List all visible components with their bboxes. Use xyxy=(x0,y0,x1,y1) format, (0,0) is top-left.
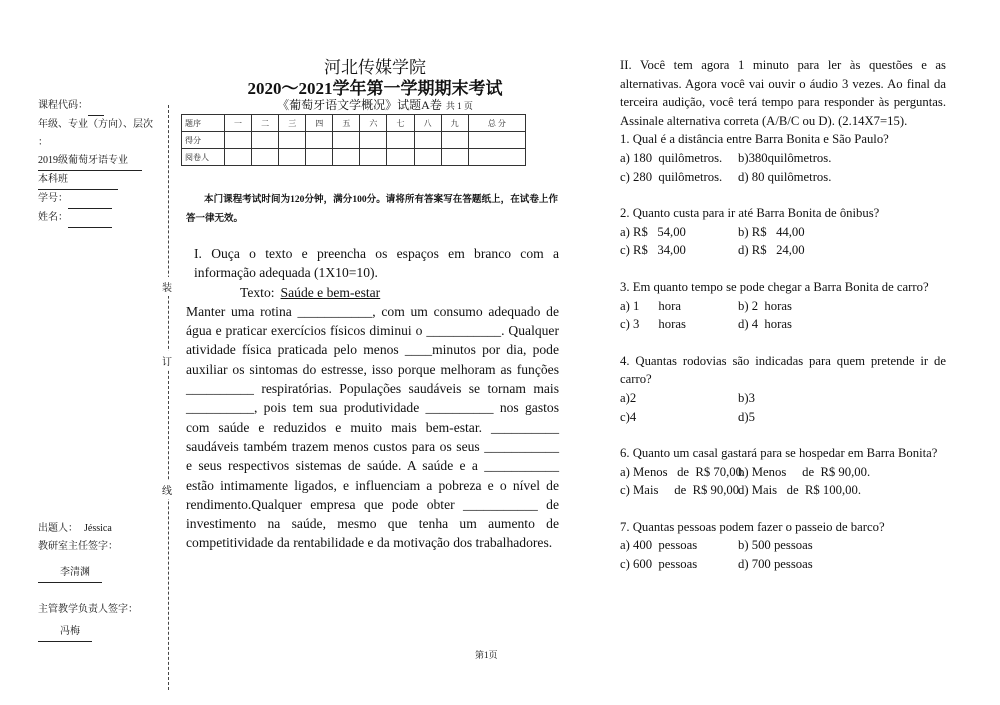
question-item xyxy=(620,204,946,260)
answer-option[interactable]: c) R$ 34,00 xyxy=(620,243,686,258)
option-row xyxy=(620,168,946,187)
grade-value: 2019级葡萄牙语专业 xyxy=(38,152,142,171)
option-row xyxy=(620,241,946,260)
grade-colon: ： xyxy=(38,137,48,148)
course-code-label: 课程代码： xyxy=(38,100,88,111)
column-header: 七 xyxy=(387,115,414,132)
score-cell[interactable] xyxy=(306,132,333,149)
question-stem: 7. Quantas pessoas podem fazer o passeio de barco? xyxy=(620,519,885,534)
course-code-line xyxy=(38,97,168,116)
signature-block xyxy=(38,520,168,642)
column-header: 三 xyxy=(279,115,306,132)
question-stem: 2. Quanto custa para ir até Barra Bonita de ônibus? xyxy=(620,206,880,221)
grader-cell[interactable] xyxy=(441,149,468,166)
student-info-block xyxy=(38,97,168,228)
answer-option[interactable]: d)5 xyxy=(738,409,755,424)
answer-option[interactable]: d) Mais de R$ 100,00. xyxy=(738,483,861,498)
answer-option[interactable]: a) R$ 54,00 xyxy=(620,224,686,239)
question-stem: 3. Em quanto tempo se pode chegar a Barra Bonita de carro? xyxy=(620,279,929,294)
name-label: 姓名： xyxy=(38,212,68,223)
table-row-label: 题序 xyxy=(182,115,225,132)
grader-cell[interactable] xyxy=(279,149,306,166)
grader-cell[interactable] xyxy=(252,149,279,166)
answer-option[interactable]: d) 4 horas xyxy=(738,317,792,332)
column-header: 八 xyxy=(414,115,441,132)
page-count: 共 1 页 xyxy=(445,101,473,111)
table-row-label: 得分 xyxy=(182,132,225,149)
answer-option[interactable]: a) 1 hora xyxy=(620,298,681,313)
question-item xyxy=(620,278,946,334)
bind-char-xian: 线 xyxy=(160,480,174,499)
cloze-passage: Manter uma rotina ___________, com um consumo adequado de água e praticar exercícios físicos diminui o ___________. Qualquer atividade física praticada pelo menos ____minutos por dia, pode auxiliar os sintomas do estresse, isso porque melhoram as funções __________ respiratórias. Populações saudáveis se tornam mais __________, pois tem sua produtividade __________ nos gastos com saúde e reduzidos e muito mais bem-estar. __________ saudáveis também trazem menos custos para os seus ___________ e seus respectivos sistemas de saúde. A saúde e a ___________ estão intimamente ligados, e influenciam a pobreza e o nível de rendimento.Qualquer empresa que pode obter ___________ de investimento na saúde, mesmo que tenha um aumento de competitividade da rentabilidade e da motivação dos trabalhadores. xyxy=(186,303,559,551)
score-cell[interactable] xyxy=(279,132,306,149)
grader-cell[interactable] xyxy=(468,149,525,166)
question-item xyxy=(620,518,946,574)
section-one-instruction: I. Ouça o texto e preencha os espaços em branco com a informação adequada (1X10=10). xyxy=(194,246,559,281)
score-cell[interactable] xyxy=(441,132,468,149)
level-value: 本科班 xyxy=(38,171,118,190)
question-item xyxy=(620,352,946,426)
answer-option[interactable]: d) 80 quilômetros. xyxy=(738,169,832,184)
paper-title: 《葡萄牙语文学概况》试题A卷 xyxy=(277,98,442,112)
name-blank xyxy=(68,209,112,228)
answer-option[interactable]: c) 280 quilômetros. xyxy=(620,169,723,184)
section-one xyxy=(186,244,559,553)
setter-line xyxy=(38,520,168,538)
school-title: 河北传媒学院 xyxy=(324,58,426,77)
course-code-blank xyxy=(88,97,104,116)
name-line xyxy=(38,209,168,228)
answer-option[interactable]: b) Menos de R$ 90,00. xyxy=(738,464,871,479)
answer-option[interactable]: b) 500 pessoas xyxy=(738,538,813,553)
score-table-grader-row xyxy=(182,149,526,166)
answer-option[interactable]: c) Mais de R$ 90,00 xyxy=(620,483,740,498)
setter-value: Jéssica xyxy=(84,523,112,534)
texto-title: Saúde e bem-estar xyxy=(280,284,381,300)
answer-option[interactable]: d) 700 pessoas xyxy=(738,557,813,572)
bind-char-ding: 订 xyxy=(160,351,174,370)
column-header: 九 xyxy=(441,115,468,132)
option-row xyxy=(620,408,946,427)
column-header: 一 xyxy=(225,115,252,132)
texto-label: Texto: xyxy=(240,284,275,300)
section-two-intro: II. Você tem agora 1 minuto para ler às questões e as alternativas. Agora você vai ouvir o áudio 3 vezes. Ao final da terceira audição, você terá tempo para responder às perguntas. Assinale alternativa correta (A/B/C ou D). (2.14X7=15). xyxy=(620,58,946,128)
question-item xyxy=(620,130,946,186)
student-id-label: 学号： xyxy=(38,193,68,204)
score-cell[interactable] xyxy=(252,132,279,149)
answer-option[interactable]: a) Menos de R$ 70,00. xyxy=(620,464,746,479)
exam-notice: 本门课程考试时间为120分钟，满分100分。请将所有答案写在答题纸上，在试卷上作答一律无效。 xyxy=(186,195,558,224)
exam-title: 2020～2021学年第一学期期末考试 xyxy=(247,79,503,98)
score-cell[interactable] xyxy=(360,132,387,149)
question-list xyxy=(620,130,946,573)
director-label: 教研室主任签字： xyxy=(38,541,118,552)
column-header: 总 分 xyxy=(468,115,525,132)
grader-cell[interactable] xyxy=(225,149,252,166)
score-cell[interactable] xyxy=(225,132,252,149)
column-header: 六 xyxy=(360,115,387,132)
column-header: 四 xyxy=(306,115,333,132)
question-item xyxy=(620,444,946,500)
answer-option[interactable]: b) R$ 44,00 xyxy=(738,224,805,239)
option-row xyxy=(620,315,946,334)
student-id-blank xyxy=(68,190,112,209)
score-table xyxy=(181,114,526,166)
score-table-header-row xyxy=(182,115,526,132)
question-stem: 1. Qual é a distância entre Barra Bonita e São Paulo? xyxy=(620,132,889,147)
student-id-line xyxy=(38,190,168,209)
grader-cell[interactable] xyxy=(306,149,333,166)
answer-option[interactable]: b)3 xyxy=(738,390,755,405)
option-row xyxy=(620,223,946,242)
grade-label: 年级、专业（方向）、层次 xyxy=(38,119,153,130)
answer-option[interactable]: c) 3 horas xyxy=(620,317,686,332)
paper-title-line xyxy=(190,96,560,113)
answer-option[interactable]: b) 2 horas xyxy=(738,298,792,313)
question-stem: 6. Quanto um casal gastará para se hospedar em Barra Bonita? xyxy=(620,446,938,461)
binding-line xyxy=(168,105,169,690)
section-two xyxy=(620,56,946,574)
column-header: 五 xyxy=(333,115,360,132)
option-row xyxy=(620,555,946,574)
option-row xyxy=(620,149,946,168)
score-cell[interactable] xyxy=(387,132,414,149)
grader-cell[interactable] xyxy=(360,149,387,166)
answer-option[interactable]: a)2 xyxy=(620,390,637,405)
answer-option[interactable]: c) 600 pessoas xyxy=(620,557,698,572)
texto-heading xyxy=(186,283,559,302)
dean-value: 冯梅 xyxy=(38,623,92,642)
score-cell[interactable] xyxy=(468,132,525,149)
grader-cell[interactable] xyxy=(333,149,360,166)
grader-cell[interactable] xyxy=(414,149,441,166)
bind-char-zhuang: 装 xyxy=(160,277,174,296)
score-table-score-row xyxy=(182,132,526,149)
answer-option[interactable]: a) 400 pessoas xyxy=(620,538,698,553)
answer-option[interactable]: a) 180 quilômetros. xyxy=(620,150,723,165)
option-row xyxy=(620,463,946,482)
table-row-label: 阅卷人 xyxy=(182,149,225,166)
answer-option[interactable]: b)380quilômetros. xyxy=(738,150,832,165)
answer-option[interactable]: c)4 xyxy=(620,409,637,424)
column-header: 二 xyxy=(252,115,279,132)
option-row xyxy=(620,297,946,316)
answer-option[interactable]: d) R$ 24,00 xyxy=(738,243,805,258)
director-value: 李清渊 xyxy=(38,564,102,583)
score-cell[interactable] xyxy=(414,132,441,149)
page-footer: 第1页 xyxy=(475,650,498,660)
grader-cell[interactable] xyxy=(387,149,414,166)
question-stem: 4. Quantas rodovias são indicadas para quem pretende ir de carro? xyxy=(620,353,946,387)
option-row xyxy=(620,536,946,555)
option-row xyxy=(620,389,946,408)
dean-label: 主管教学负责人签字： xyxy=(38,604,138,615)
setter-label: 出题人： xyxy=(38,523,78,534)
option-row xyxy=(620,481,946,500)
score-cell[interactable] xyxy=(333,132,360,149)
